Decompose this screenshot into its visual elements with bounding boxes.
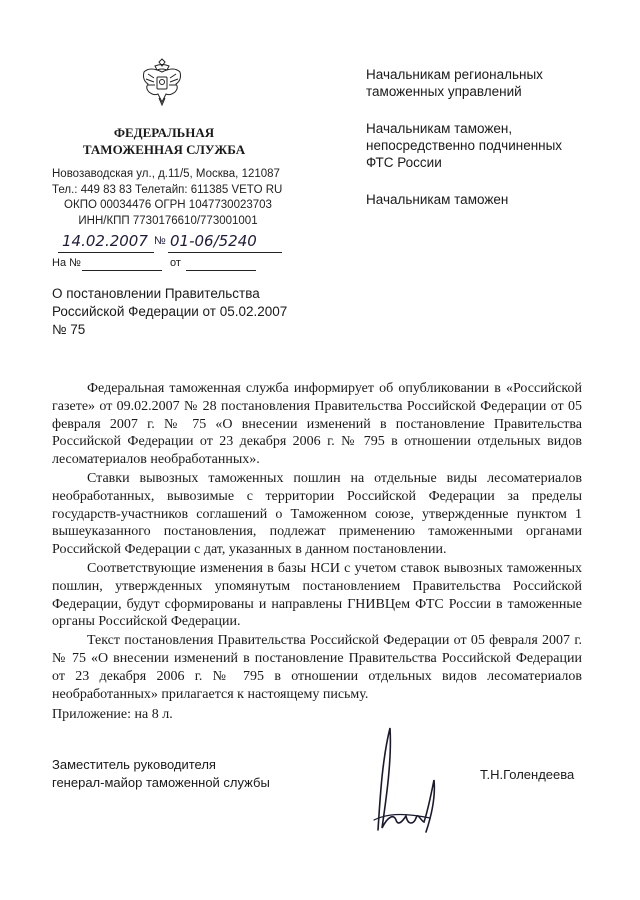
- ref-number-label: На №: [52, 257, 81, 269]
- codes-line: ОКПО 00034476 ОГРН 1047730023703: [64, 199, 272, 211]
- letterhead-address-block: [52, 167, 284, 229]
- ref-date-blank: [186, 270, 256, 271]
- inn-line: ИНН/КПП 7730176610/773001001: [78, 214, 258, 227]
- ref-date-label: от: [170, 257, 181, 269]
- handwritten-signature: [360, 720, 470, 840]
- date-underline: [58, 252, 154, 253]
- phone-line: Тел.: 449 83 83 Телетайп: 611385 VETO RU: [52, 183, 283, 196]
- letter-subject: О постановлении Правительства Российской Федерации от 05.02.2007 № 75: [52, 286, 288, 337]
- body-paragraph: Ставки вывозных таможенных пошлин на отдельные виды лесоматериалов необработанных, вывозимые с территории Российской Федерации за пределы государств-участников соглашений о Таможенном союзе, утвержденные пунктом 1 вышеуказанного постановления, подлежат применению таможенными органами Российской Федерации с дат, указанных в данном постановлении.: [52, 470, 582, 558]
- recipients-block: [366, 66, 626, 228]
- coat-of-arms-icon: [140, 58, 184, 106]
- registration-number: 01-06/5240: [170, 232, 257, 250]
- number-sign: №: [154, 235, 166, 247]
- body-paragraph: Федеральная таможенная служба информирует об опубликовании в «Российской газете» от 09.02.2007 № 28 постановления Правительства Российской Федерации от 05 февраля 2007 г. № 75 «О внесении изменений в постановление Правительства Российской Федерации от 23 декабря 2006 г. № 795 в отношении отдельных видов лесоматериалов необработанных».: [52, 381, 582, 468]
- body-paragraph: Текст постановления Правительства Российской Федерации от 05 февраля 2007 г. № 75 «О внесении изменений в постановление Правительства Российской Федерации от 23 декабря 2006 г. № 795 в отношении отдельных видов лесоматериалов необработанных» прилагается к настоящему письму.: [52, 633, 582, 702]
- signer-title-line2: генерал-майор таможенной службы: [52, 775, 270, 790]
- recipient: Начальникам таможен, непосредственно подчиненных ФТС России: [366, 121, 563, 170]
- recipient: Начальникам таможен: [366, 192, 509, 207]
- organization-name: [52, 124, 276, 158]
- registration-line: [62, 232, 286, 254]
- number-underline: [168, 252, 282, 253]
- letter-body: [52, 380, 582, 704]
- registration-date: 14.02.2007: [62, 232, 148, 250]
- org-name-line1: ФЕДЕРАЛЬНАЯ: [113, 125, 215, 140]
- signer-name: Т.Н.Голендеева: [480, 767, 575, 782]
- address-line: Новозаводская ул., д.11/5, Москва, 121087: [52, 168, 280, 180]
- signer-title-line1: Заместитель руководителя: [52, 757, 216, 772]
- attachment-note: Приложение: на 8 л.: [52, 707, 173, 722]
- body-paragraph: Соответствующие изменения в базы НСИ с учетом ставок вывозных таможенных пошлин, утвержденных упомянутым постановлением Правительства Российской Федерации, будут сформированы и направлены ГНИВЦем ФТС России в таможенные органы Российской Федерации.: [52, 560, 582, 630]
- signer-title: [52, 756, 332, 792]
- org-name-line2: ТАМОЖЕННАЯ СЛУЖБА: [82, 142, 246, 157]
- recipient: Начальникам региональных таможенных управлений: [366, 67, 543, 99]
- reference-line: [52, 257, 282, 275]
- ref-number-blank: [82, 270, 162, 271]
